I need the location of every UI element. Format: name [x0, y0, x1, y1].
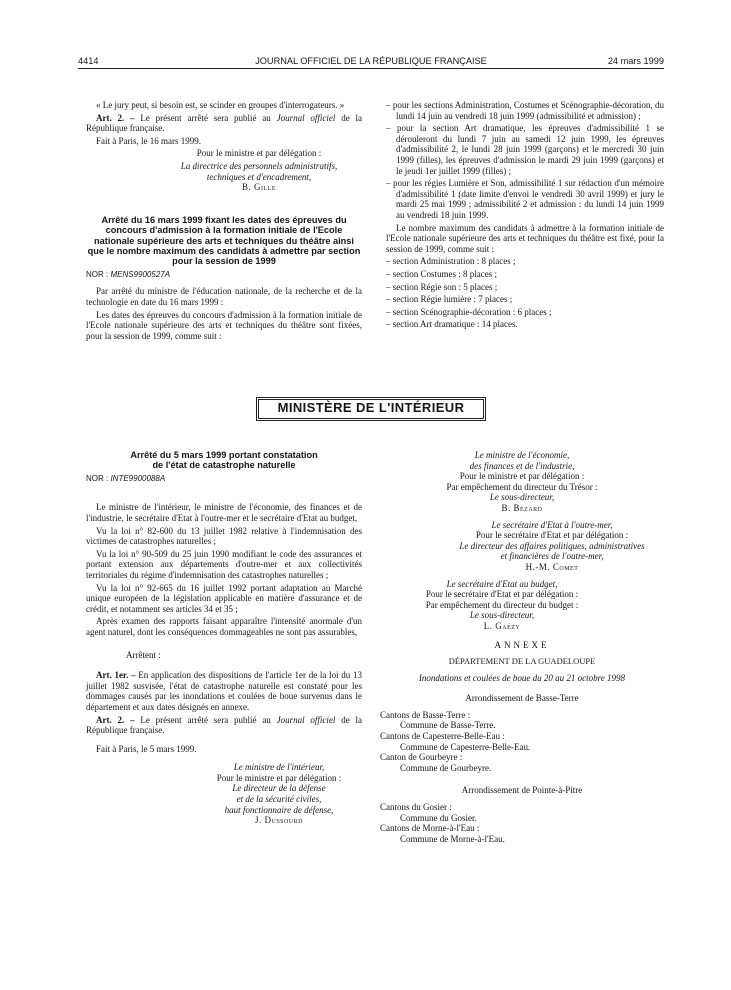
signature-line: Pour le secrétaire d'Etat et par délégation : [475, 530, 629, 541]
top-left-column [86, 100, 362, 343]
signature-line: Pour le ministre et par délégation : [196, 148, 322, 159]
article-2 [86, 715, 362, 736]
fait-a-paris: Fait à Paris, le 5 mars 1999. [96, 743, 197, 754]
list-item: – section Scénographie-décoration : 6 places ; [386, 306, 552, 317]
signature-line: Le directeur des affaires politiques, administratives [459, 540, 645, 551]
signature-line: Le ministre de l'économie, [474, 450, 570, 460]
article-2 [86, 113, 362, 134]
list-item: – section Costumes : 8 places ; [386, 268, 497, 279]
annexe-heading: ANNEXE [494, 639, 550, 650]
signature-line: Le ministre de l'intérieur, [233, 762, 325, 773]
nor-label: NOR : [86, 473, 111, 483]
paragraph: Le nombre maximum des candidats à admettre à la formation initiale de l'Ecole nationale supérieure des arts et techniques du théâtre est fixé, pour la session de 1999, comme suit : [386, 222, 664, 254]
signature-line: et de la sécurité civiles, [236, 794, 322, 805]
signature-line: des finances et de l'industrie, [469, 460, 575, 471]
nor-reference [86, 270, 362, 281]
list-item: – section Administration : 8 places ; [386, 256, 516, 267]
paragraph: Le ministre de l'intérieur, le ministre de l'économie, des finances et de l'industrie, le secrétaire d'Etat à l'outre-mer et le secrétaire d'Etat au budget, [86, 502, 362, 523]
article-label: Art. 2. – [96, 714, 135, 725]
paragraph: Vu la loi n° 90-509 du 25 juin 1990 modifiant le code des assurances et portant extension aux départements d'outre-mer et aux collectivités territoriales du régime d'indemnisation des catastrophes naturelles ; [86, 548, 362, 580]
article-label: Art. 2. – [96, 112, 135, 123]
list-item: – section Régie lumière : 7 places ; [386, 294, 513, 305]
list-item: – pour la section Art dramatique, les épreuves d'admissibilité 1 se dérouleront du lundi 7 juin au samedi 12 juin 1999, les épreuves d'admissibilité 2, le lundi 28 juin 1999 (garçons) et le mercredi 30 juin 1999 (filles), les épreuves d'admission le mardi 29 juin 1999 (garçons) et le jeudi 1er juillet 1999 (filles) ; [386, 123, 664, 176]
signature-line: Le sous-directeur, [489, 492, 555, 503]
signature-line: La directrice des personnels administratifs, [180, 160, 338, 171]
commune: Commune de Basse-Terre. [400, 720, 496, 731]
header-rule [78, 68, 664, 69]
canton: Cantons de Morne-à-l'Eau : [380, 823, 480, 834]
signature-line: Pour le secrétaire d'Etat et par délégation : [425, 589, 579, 600]
signature-line: haut fonctionnaire de défense, [224, 804, 334, 815]
article-text-end: de la République française. [86, 714, 362, 736]
article-label: Art. 1er. – [96, 670, 136, 681]
canton: Cantons de Capesterre-Belle-Eau : [380, 731, 505, 742]
signatory-name: B. Bézard [501, 502, 543, 513]
canton: Cantons du Gosier : [380, 802, 452, 813]
decree-title: de l'état de catastrophe naturelle [152, 460, 296, 471]
article-text: En application des dispositions de l'article 1er de la loi du 13 juillet 1982 susvisée, l'état de catastrophe naturelle est constaté pour les dommages causés par les inondations et coulées de boue survenus dans le département et aux dates désignés en annexe. [86, 670, 363, 712]
decree-title: Arrêté du 5 mars 1999 portant constatation [130, 450, 318, 460]
department-heading: DÉPARTEMENT DE LA GUADELOUPE [448, 656, 596, 667]
commune: Commune de Morne-à-l'Eau. [400, 833, 505, 844]
canton: Canton de Gourbeyre : [380, 752, 463, 763]
commune: Commune de Capesterre-Belle-Eau. [400, 741, 531, 752]
canton: Cantons de Basse-Terre : [380, 709, 471, 720]
article-1 [86, 670, 362, 712]
issue-date: 24 mars 1999 [607, 56, 664, 66]
signatory-name: H.-M. Comet [525, 561, 579, 572]
arrondissement-heading: Arrondissement de Basse-Terre [465, 693, 579, 704]
signature-line: Pour le ministre et par délégation : [459, 471, 585, 482]
signatory-name: B. Gille [242, 182, 276, 193]
top-right-column [386, 100, 664, 332]
list-item: – section Régie son : 5 places ; [386, 281, 498, 292]
bottom-right-column [380, 450, 664, 844]
bottom-left-column [86, 450, 362, 826]
arrondissement-heading: Arrondissement de Pointe-à-Pitre [461, 785, 583, 796]
list-item: – section Art dramatique : 14 places. [386, 319, 518, 330]
nor-code: MENS9900527A [110, 269, 171, 279]
page-number: 4414 [78, 56, 99, 66]
signature-line: Par empêchement du directeur du budget : [425, 599, 579, 610]
ministry-heading: MINISTÈRE DE L'INTÉRIEUR [258, 399, 484, 419]
commune: Commune du Gosier. [400, 812, 477, 823]
paragraph: Les dates des épreuves du concours d'admission à la formation initiale de l'Ecole nationale supérieure des arts et techniques du théâtre sont fixées, pour la session de 1999, comme suit : [86, 309, 362, 341]
signatory-name: L. Gaézy [483, 620, 521, 631]
article-text: Le présent arrêté sera publié au [140, 714, 277, 725]
paragraph: « Le jury peut, si besoin est, se scinder en groupes d'interrogateurs. » [96, 100, 345, 110]
nor-reference [86, 474, 362, 485]
signatory-name: J. Dussourd [254, 815, 303, 826]
signature-line: et financières de l'outre-mer, [500, 551, 604, 562]
signature-line: Le secrétaire d'Etat au budget, [446, 578, 558, 589]
journal-title: JOURNAL OFFICIEL DE LA RÉPUBLIQUE FRANÇAISE [255, 56, 487, 66]
decree-title: Arrêté du 16 mars 1999 fixant les dates des épreuves du concours d'admission à la formation initiale de l'Ecole nationale supérieure des arts et techniques du théâtre ainsi que le nombre maximum des candidats à admettre par section pour la session de 1999 [87, 214, 361, 267]
signature-line: Pour le ministre et par délégation : [216, 772, 342, 783]
article-text-end: de la République française. [86, 112, 362, 134]
journal-name: Journal officiel [276, 112, 336, 123]
article-text: Le présent arrêté sera publié au [140, 112, 277, 123]
signature-line: Par empêchement du directeur du Trésor : [446, 481, 598, 492]
nor-code: INTE9900088A [110, 473, 166, 483]
signature-line: techniques et d'encadrement, [206, 171, 312, 182]
signature-line: Le sous-directeur, [469, 610, 535, 621]
signature-line: Le secrétaire d'Etat à l'outre-mer, [491, 519, 613, 530]
arretent: Arrêtent : [126, 649, 161, 660]
fait-a-paris: Fait à Paris, le 16 mars 1999. [96, 135, 201, 146]
paragraph: Après examen des rapports faisant apparaître l'intensité anormale d'un agent naturel, dont les conséquences dommageables ne sont pas assurables, [86, 616, 362, 637]
nor-label: NOR : [86, 269, 111, 279]
ministry-heading-box [256, 397, 486, 421]
signature-line: Le directeur de la défense [232, 783, 326, 794]
paragraph: Vu la loi n° 82-600 du 13 juillet 1982 relative à l'indemnisation des victimes de catastrophes naturelles ; [86, 525, 362, 547]
paragraph: Vu la loi n° 92-665 du 16 juillet 1992 portant adaptation au Marché unique européen de la législation applicable en matière d'assurance et de crédit, et notamment ses articles 34 et 35 ; [86, 582, 362, 614]
commune: Commune de Gourbeyre. [400, 762, 492, 773]
paragraph: Par arrêté du ministre de l'éducation nationale, de la recherche et de la technologie en date du 16 mars 1999 : [86, 286, 362, 307]
list-item: – pour les régies Lumière et Son, admissibilité 1 sur rédaction d'un mémoire d'admissibilité 1 (date limite d'envoi le vendredi 30 avril 1999) et jury le mardi 25 mai 1999 ; admissibilité 2 et admission : du lundi 14 juin 1999 au vendredi 18 juin 1999. [386, 178, 664, 220]
list-item: – pour les sections Administration, Costumes et Scénographie-décoration, du lundi 14 juin au vendredi 18 juin 1999 (admissibilité et admission) ; [386, 100, 664, 121]
event-description: Inondations et coulées de boue du 20 au 21 octobre 1998 [418, 672, 626, 683]
journal-name: Journal officiel [276, 714, 336, 725]
